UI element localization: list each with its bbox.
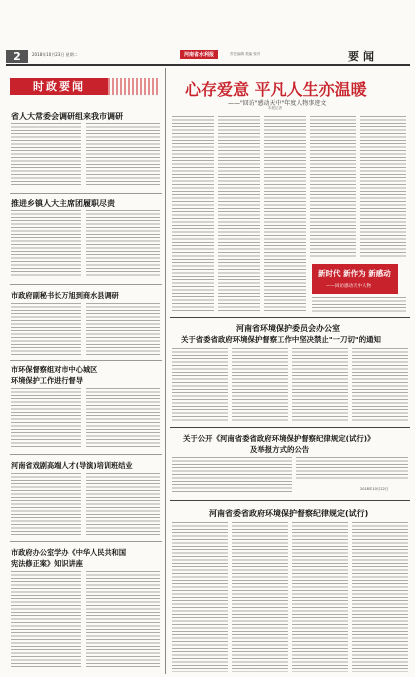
article-text bbox=[11, 210, 81, 278]
feature-text bbox=[218, 116, 260, 312]
article-text bbox=[11, 123, 81, 185]
feature-byline: 本报记者 bbox=[268, 106, 282, 110]
section-rule bbox=[170, 317, 410, 318]
divider bbox=[10, 193, 162, 194]
feature-text bbox=[264, 116, 306, 312]
article-text bbox=[86, 571, 160, 669]
article-text bbox=[11, 303, 81, 355]
article-text bbox=[11, 473, 81, 535]
divider bbox=[10, 541, 162, 542]
notice-org: 河南省环境保护委员会办公室 bbox=[236, 324, 340, 333]
notice-title: 关于省委省政府环境保护督察工作中坚决禁止"一刀切"的通知 bbox=[181, 335, 381, 344]
article-text bbox=[86, 123, 160, 185]
feature-box bbox=[312, 264, 398, 294]
masthead-subline: 责任编辑 美编 校对 bbox=[230, 52, 261, 56]
masthead-logo: 河南省水利报 bbox=[180, 50, 218, 59]
section-rule bbox=[170, 427, 410, 428]
headline-6b: 宪法修正案》知识讲座 bbox=[11, 559, 83, 568]
notice-text bbox=[232, 348, 288, 422]
header-rule bbox=[6, 64, 410, 66]
headline-4b: 环境保护工作进行督导 bbox=[11, 376, 83, 385]
regulation-text bbox=[352, 522, 408, 672]
article-text bbox=[86, 473, 160, 535]
announcement-text bbox=[296, 457, 408, 479]
divider bbox=[10, 360, 162, 361]
divider bbox=[10, 454, 162, 455]
feature-text bbox=[312, 297, 406, 312]
regulation-title: 河南省委省政府环境保护督察纪律规定(试行) bbox=[209, 509, 369, 518]
headline-3: 市政府副秘书长万旭到商水县调研 bbox=[11, 291, 119, 300]
announcement-title-b: 及举报方式的公告 bbox=[250, 445, 310, 454]
divider bbox=[10, 284, 162, 285]
feature-text bbox=[172, 116, 214, 312]
header-date: 2018年10月23日 星期二 bbox=[32, 52, 78, 57]
feature-subtitle: ——"回访"感动天中"年度人物事迹文 bbox=[228, 100, 327, 107]
announcement-date: 2018年10月22日 bbox=[360, 487, 389, 491]
regulation-text bbox=[232, 522, 288, 672]
regulation-text bbox=[172, 522, 228, 672]
announcement-title-a: 关于公开《河南省委省政府环境保护督察纪律规定(试行)》 bbox=[183, 434, 375, 443]
article-text bbox=[86, 388, 160, 448]
article-text bbox=[86, 303, 160, 355]
headline-6a: 市政府办公室学办《中华人民共和国 bbox=[11, 548, 127, 557]
headline-5: 河南省戏剧高端人才(导演)培训班结业 bbox=[11, 461, 133, 470]
feature-text bbox=[360, 116, 406, 258]
feature-box-subtitle: ——回访感动天中人物 bbox=[326, 284, 371, 289]
article-text bbox=[11, 388, 81, 448]
notice-text bbox=[292, 348, 348, 422]
headline-1: 省人大常委会调研组来我市调研 bbox=[11, 112, 123, 121]
page-number: 2 bbox=[6, 50, 28, 63]
feature-box-title: 新时代 新作为 新感动 bbox=[318, 269, 391, 278]
article-text bbox=[86, 210, 160, 278]
section-rule bbox=[170, 500, 410, 501]
headline-4a: 市环保督察组对市中心城区 bbox=[11, 365, 98, 374]
notice-text bbox=[352, 348, 408, 422]
feature-text bbox=[310, 116, 356, 258]
notice-text bbox=[172, 348, 228, 422]
regulation-text bbox=[292, 522, 348, 672]
article-text bbox=[11, 571, 81, 669]
section-banner: 时政要闻 bbox=[10, 78, 108, 95]
feature-title: 心存爱意 平凡人生亦温暖 bbox=[185, 80, 367, 99]
announcement-text bbox=[172, 457, 292, 493]
section-title: 要闻 bbox=[348, 50, 378, 63]
headline-2: 推进乡镇人大主席团履职尽责 bbox=[11, 199, 115, 208]
banner-decoration bbox=[108, 78, 158, 95]
